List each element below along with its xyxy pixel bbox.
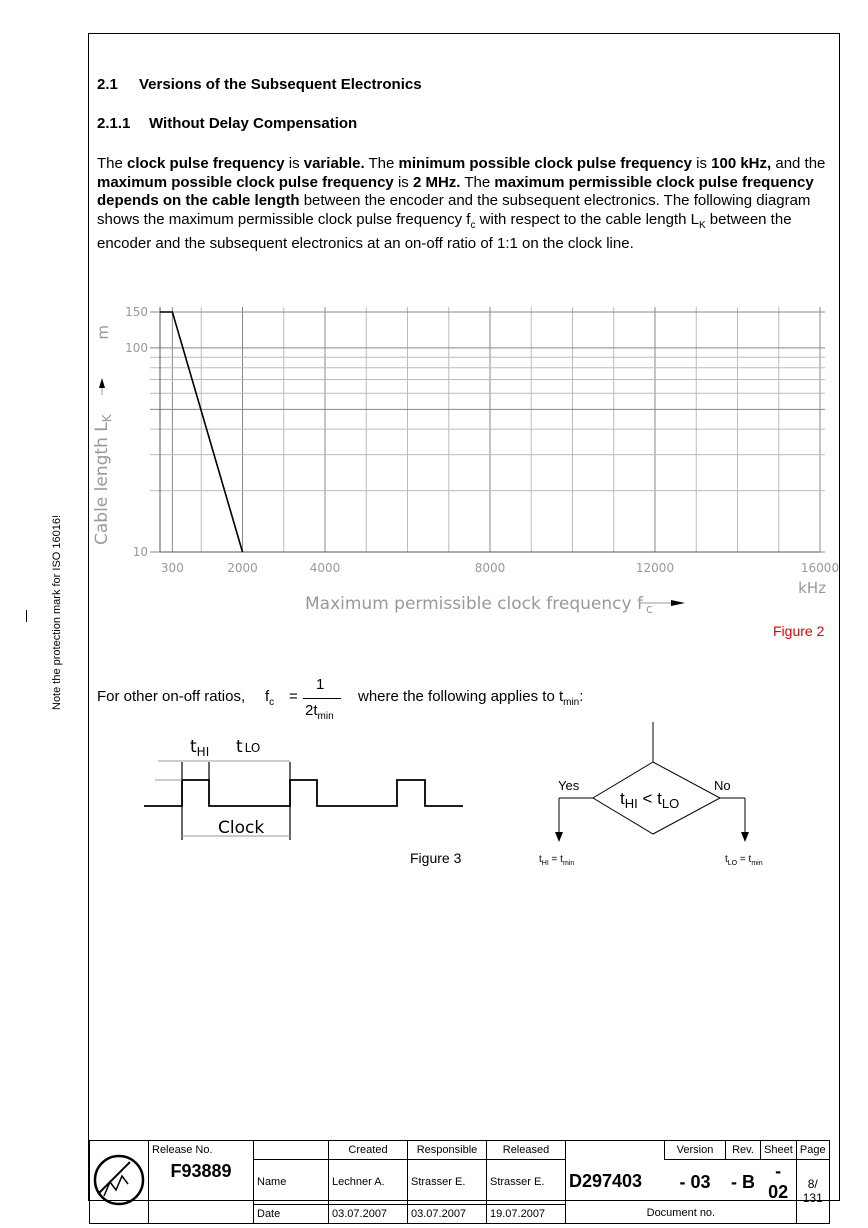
doc-version: - 03 — [679, 1171, 711, 1192]
company-logo-cell — [90, 1141, 149, 1224]
y-unit: m — [94, 325, 112, 340]
decision-diagram — [525, 722, 795, 872]
fraction-bar — [303, 698, 341, 699]
text: and the — [771, 155, 826, 172]
subscript: K — [698, 219, 706, 231]
cable-length-chart — [90, 295, 840, 625]
doc-no-label: Document no. — [566, 1204, 797, 1223]
release-no-label: Release No. — [149, 1141, 254, 1160]
x-tick-label: 8000 — [474, 561, 506, 575]
formula — [265, 676, 345, 726]
svg-text:Cable length LK — [92, 413, 114, 545]
y-axis-label — [92, 378, 114, 545]
margin-mark — [26, 610, 27, 622]
subsection-heading — [97, 115, 357, 132]
x-label-sub: c — [645, 602, 653, 616]
yes-label: Yes — [558, 778, 580, 793]
clock-label: Clock — [218, 818, 265, 838]
body-paragraph — [97, 155, 832, 254]
x-axis-label — [305, 594, 685, 616]
company-logo — [90, 1154, 148, 1206]
text: The — [97, 155, 128, 172]
svg-text:Maximum permissible clock freq — [305, 594, 653, 616]
blank-cell — [566, 1141, 665, 1160]
text: between the encoder and the subsequent electronics at an on-off ratio of 1:1 on the clock line. — [97, 210, 792, 252]
x-tick-label: 4000 — [309, 561, 341, 575]
row-date-label: Date — [254, 1204, 329, 1223]
sheet-label: Sheet — [761, 1141, 797, 1160]
bold-text: maximum permissible clock pulse frequency depends on the cable length — [97, 173, 814, 209]
page-label: Page — [796, 1141, 829, 1160]
text: between the encoder and the subsequent electronics. The following diagram shows the maximum permissible clock pulse frequency f — [97, 192, 811, 228]
x-tick-label: 12000 — [635, 561, 675, 575]
section-title: Versions of the Subsequent Electronics — [139, 76, 422, 93]
no-label: No — [714, 778, 731, 793]
subsection-title: Without Delay Compensation — [149, 115, 358, 132]
clock-signal — [144, 780, 463, 806]
col-responsible: Responsible — [408, 1141, 487, 1160]
bold-text: 100 kHz, — [711, 155, 772, 172]
subsection-number: 2.1.1 — [97, 115, 131, 132]
formula-denominator: $2t_{min}$ — [305, 702, 334, 722]
x-tick-label: 300 — [160, 561, 184, 575]
chart-grid — [150, 307, 825, 552]
text: with respect to the cable length L — [475, 210, 699, 228]
col-released: Released — [487, 1141, 566, 1160]
formula-lhs: $f_c$ — [265, 688, 275, 708]
x-tick-labels — [161, 561, 839, 575]
section-number: 2.1 — [97, 76, 118, 93]
t-lo-label: t LO — [236, 737, 261, 757]
bold-text: minimum possible clock pulse frequency — [398, 155, 692, 172]
released-date: 19.07.2007 — [487, 1204, 566, 1223]
x-unit: kHz — [798, 579, 826, 597]
formula-equals: = — [289, 688, 298, 705]
text: The — [364, 155, 399, 172]
blank-cell — [254, 1141, 329, 1160]
x-tick-label: 2000 — [227, 561, 258, 575]
text: is — [691, 155, 712, 172]
responsible-name: Strasser E. — [408, 1160, 487, 1205]
text: is — [284, 155, 304, 172]
section-heading — [97, 76, 422, 93]
bold-text: clock pulse frequency — [127, 155, 285, 172]
y-tick-labels — [125, 305, 148, 559]
formula-numerator: 1 — [316, 676, 325, 693]
y-tick-label: 150 — [125, 305, 148, 319]
protection-note: Note the protection mark for ISO 16016! — [51, 514, 63, 710]
y-label-sub: K — [100, 414, 114, 423]
y-label-text: Cable length L — [92, 422, 112, 545]
y-tick-label: 10 — [132, 545, 148, 559]
no-result: $t_{LO} = t_{min}$ — [725, 854, 763, 867]
t-hi-label: $t_{HI}$ — [190, 737, 210, 759]
text: is — [393, 173, 413, 191]
text: The — [460, 173, 495, 191]
doc-number: D297403 — [566, 1160, 665, 1205]
subscript: c — [470, 219, 476, 231]
bold-text: variable. — [303, 155, 365, 172]
clock-timing-diagram — [140, 732, 470, 847]
bold-text: 2 MHz. — [412, 173, 461, 191]
doc-rev: - B — [731, 1171, 755, 1192]
rev-label: Rev. — [726, 1141, 761, 1160]
figure-2-label: Figure 2 — [773, 623, 825, 639]
title-block — [89, 1140, 830, 1224]
row-name-label: Name — [254, 1160, 329, 1205]
decision-condition: $t_{HI} < t_{LO}$ — [620, 789, 680, 811]
y-tick-label: 100 — [125, 340, 148, 355]
figure-3-label: Figure 3 — [410, 850, 462, 866]
released-name: Strasser E. — [487, 1160, 566, 1205]
yes-result: $t_{HI} = t_{min}$ — [539, 854, 575, 867]
version-label: Version — [665, 1141, 726, 1160]
created-name: Lechner A. — [329, 1160, 408, 1205]
formula-tail: where the following applies to $t_{min}$: — [358, 688, 584, 708]
x-label-text: Maximum permissible clock frequency f — [305, 594, 643, 614]
created-date: 03.07.2007 — [329, 1204, 408, 1223]
col-created: Created — [329, 1141, 408, 1160]
bold-text: maximum possible clock pulse frequency — [97, 173, 394, 191]
release-no: F93889 — [149, 1160, 254, 1224]
formula-intro: For other on-off ratios, — [97, 688, 246, 705]
responsible-date: 03.07.2007 — [408, 1204, 487, 1223]
page-number: 8/ 131 — [796, 1160, 829, 1224]
x-tick-label: 16000 — [800, 561, 840, 575]
doc-sheet: - 02 — [761, 1160, 797, 1205]
